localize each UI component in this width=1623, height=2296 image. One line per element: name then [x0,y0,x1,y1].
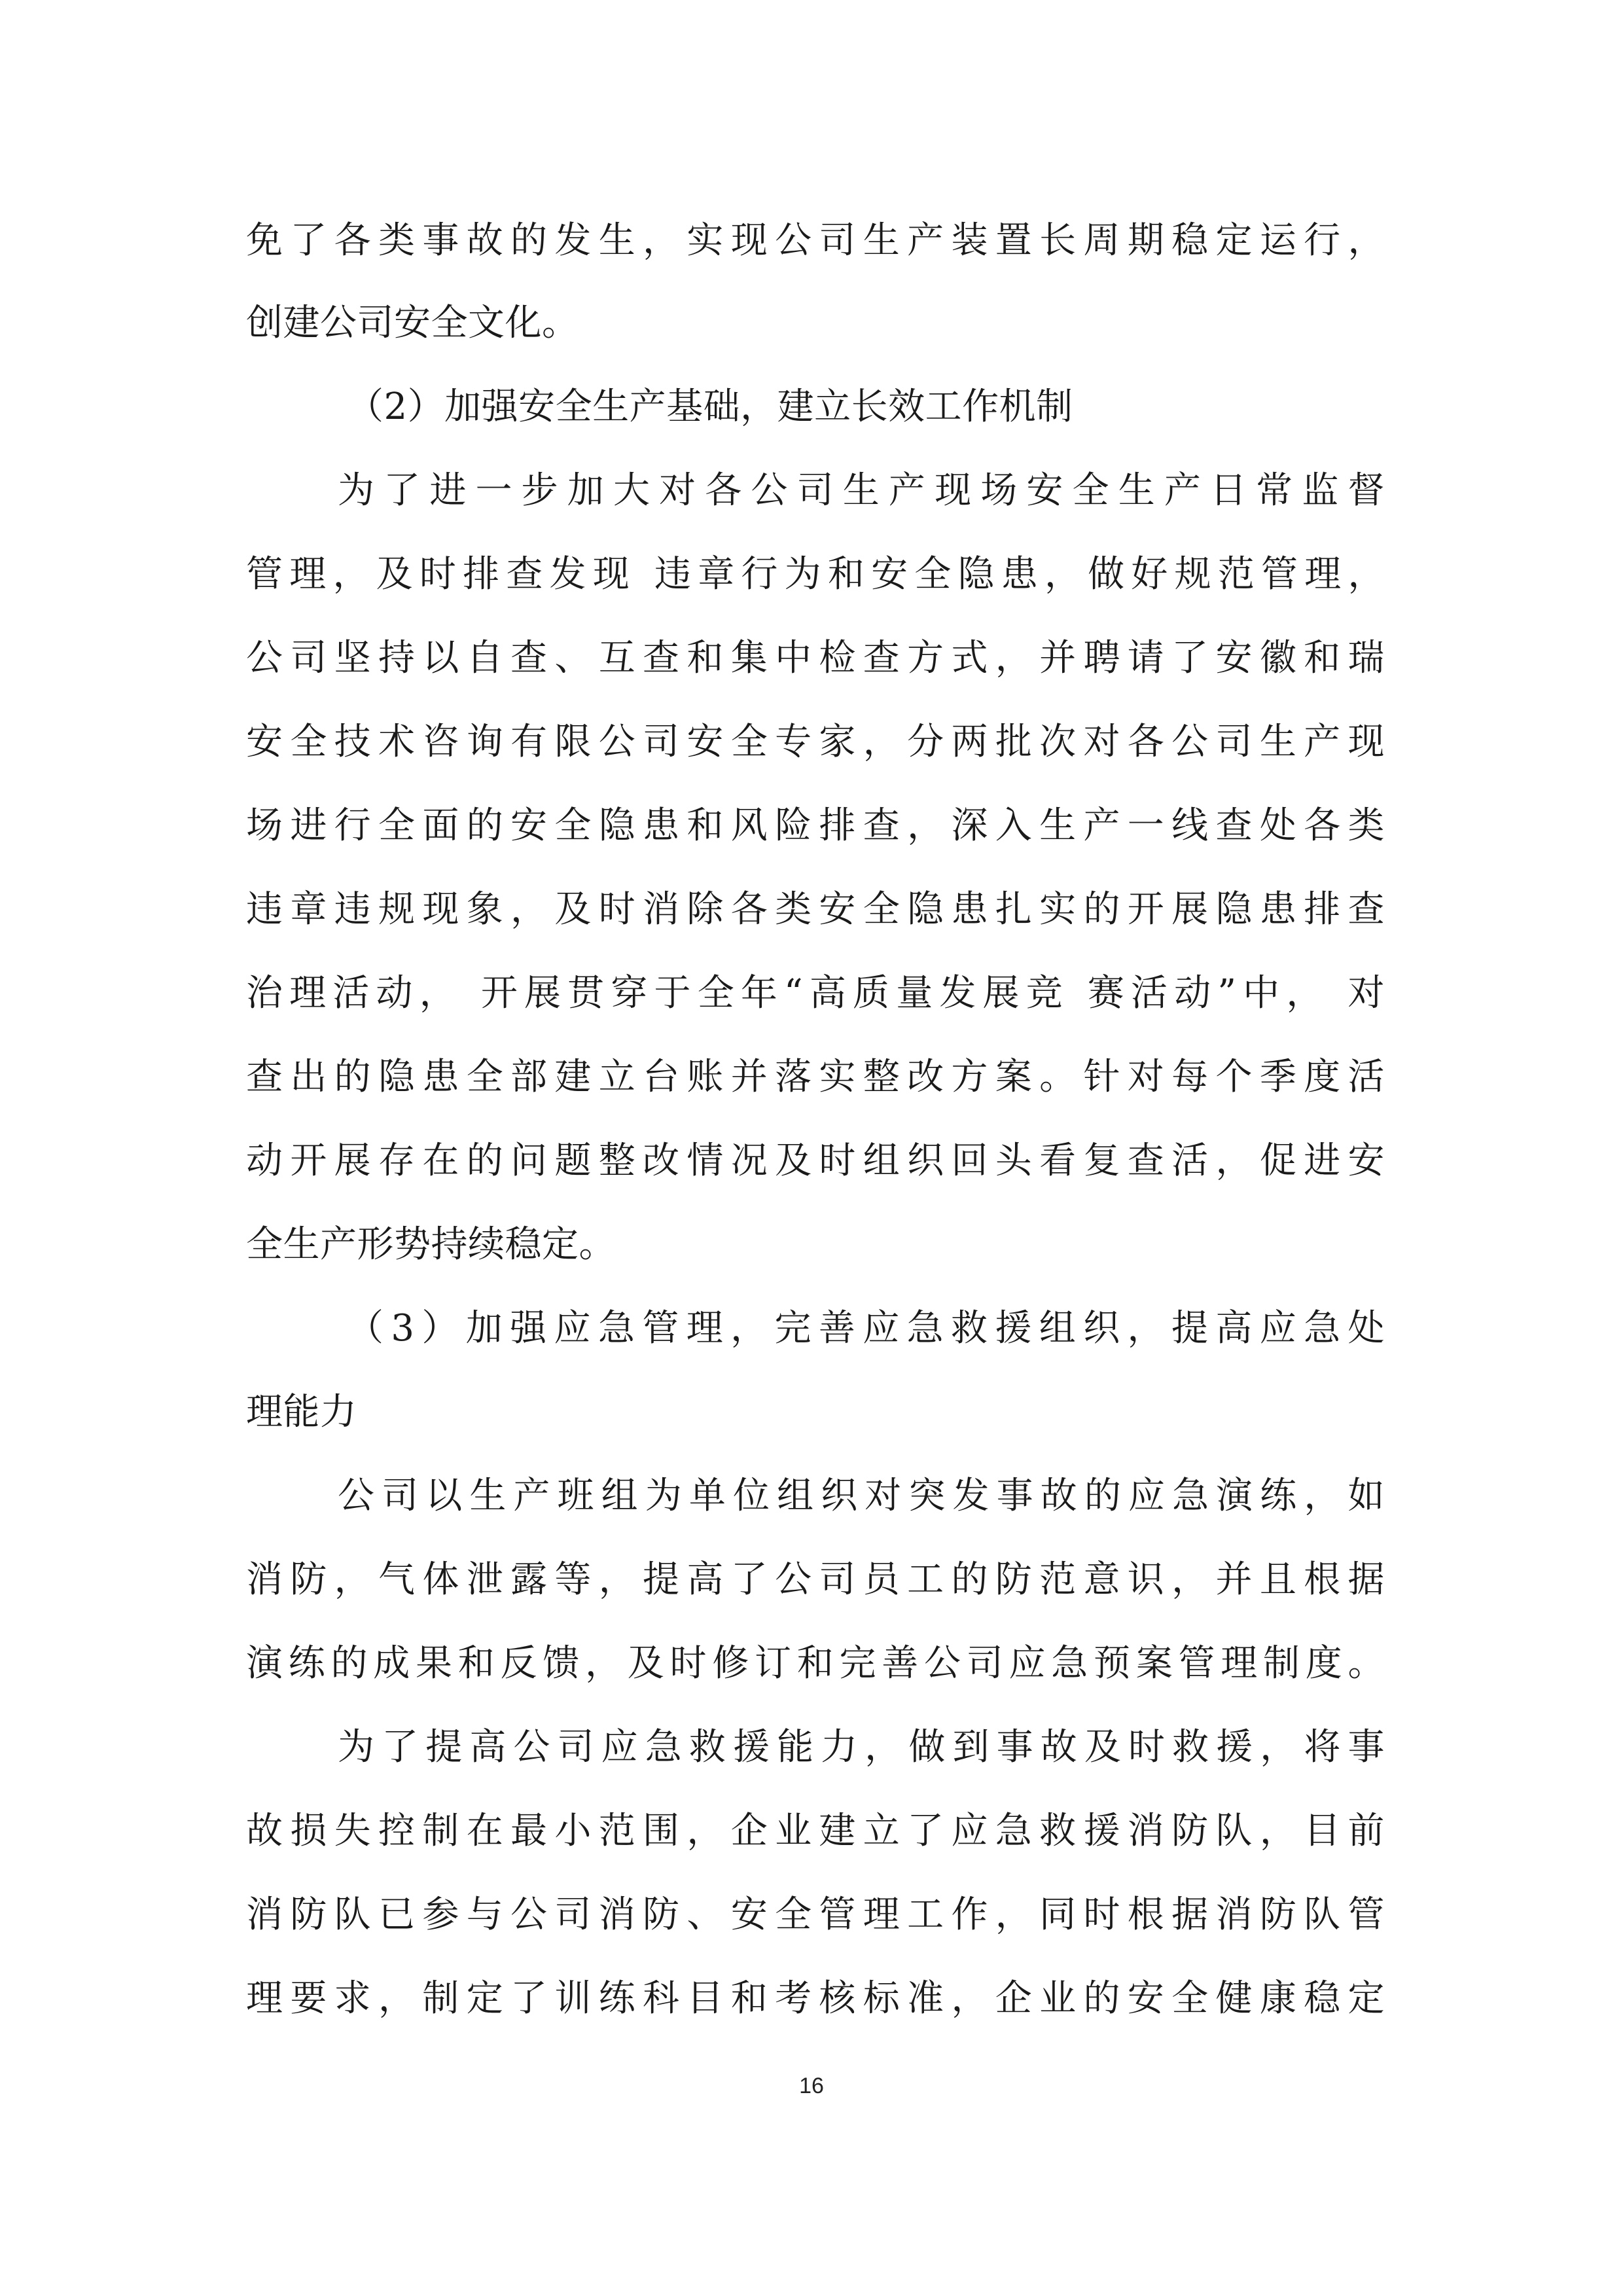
page-number: 16 [799,2073,824,2098]
paragraph-line: 违章违规现象，及时消除各类安全隐患扎实的开展隐患排查 [246,888,1385,931]
paragraph-line: 全生产形势持续稳定。 [246,1223,616,1266]
section-heading-continuation: 理能力 [246,1391,357,1433]
paragraph-line: 为了提高公司应急救援能力，做到事故及时救援，将事 [338,1726,1385,1768]
paragraph-line: 动开展存在的问题整改情况及时组织回头看复查活，促进安 [246,1139,1385,1182]
paragraph-line: 公司坚持以自查、互查和集中检查方式，并聘请了安徽和瑞 [246,637,1385,679]
paragraph-line: 演练的成果和反馈，及时修订和完善公司应急预案管理制度。 [246,1642,1385,1685]
paragraph-line: 创建公司安全文化。 [246,302,579,344]
section-heading: （3）加强应急管理，完善应急救援组织，提高应急处 [347,1307,1385,1350]
paragraph-line: 管理，及时排查发现 违章行为和安全隐患，做好规范管理， [246,553,1385,596]
paragraph-line: 故损失控制在最小范围，企业建立了应急救援消防队，目前 [246,1810,1385,1852]
paragraph-line: 治理活动， 开展贯穿于全年“高质量发展竞 赛活动”中， 对 [246,972,1385,1014]
paragraph-line: 场进行全面的安全隐患和风险排查，深入生产一线查处各类 [246,804,1385,847]
paragraph-line: 免了各类事故的发生，实现公司生产装置长周期稳定运行， [246,219,1385,262]
section-heading: （2）加强安全生产基础，建立长效工作机制 [347,386,1073,428]
paragraph-line: 消防，气体泄露等，提高了公司员工的防范意识，并且根据 [246,1558,1385,1601]
paragraph-line: 消防队已参与公司消防、安全管理工作，同时根据消防队管 [246,1893,1385,1936]
paragraph-line: 查出的隐患全部建立台账并落实整改方案。针对每个季度活 [246,1056,1385,1098]
paragraph-line: 安全技术咨询有限公司安全专家，分两批次对各公司生产现 [246,721,1385,763]
paragraph-line: 为了进一步加大对各公司生产现场安全生产日常监督 [338,469,1385,512]
paragraph-line: 理要求，制定了训练科目和考核标准，企业的安全健康稳定 [246,1977,1385,2020]
paragraph-line: 公司以生产班组为单位组织对突发事故的应急演练，如 [338,1475,1385,1517]
